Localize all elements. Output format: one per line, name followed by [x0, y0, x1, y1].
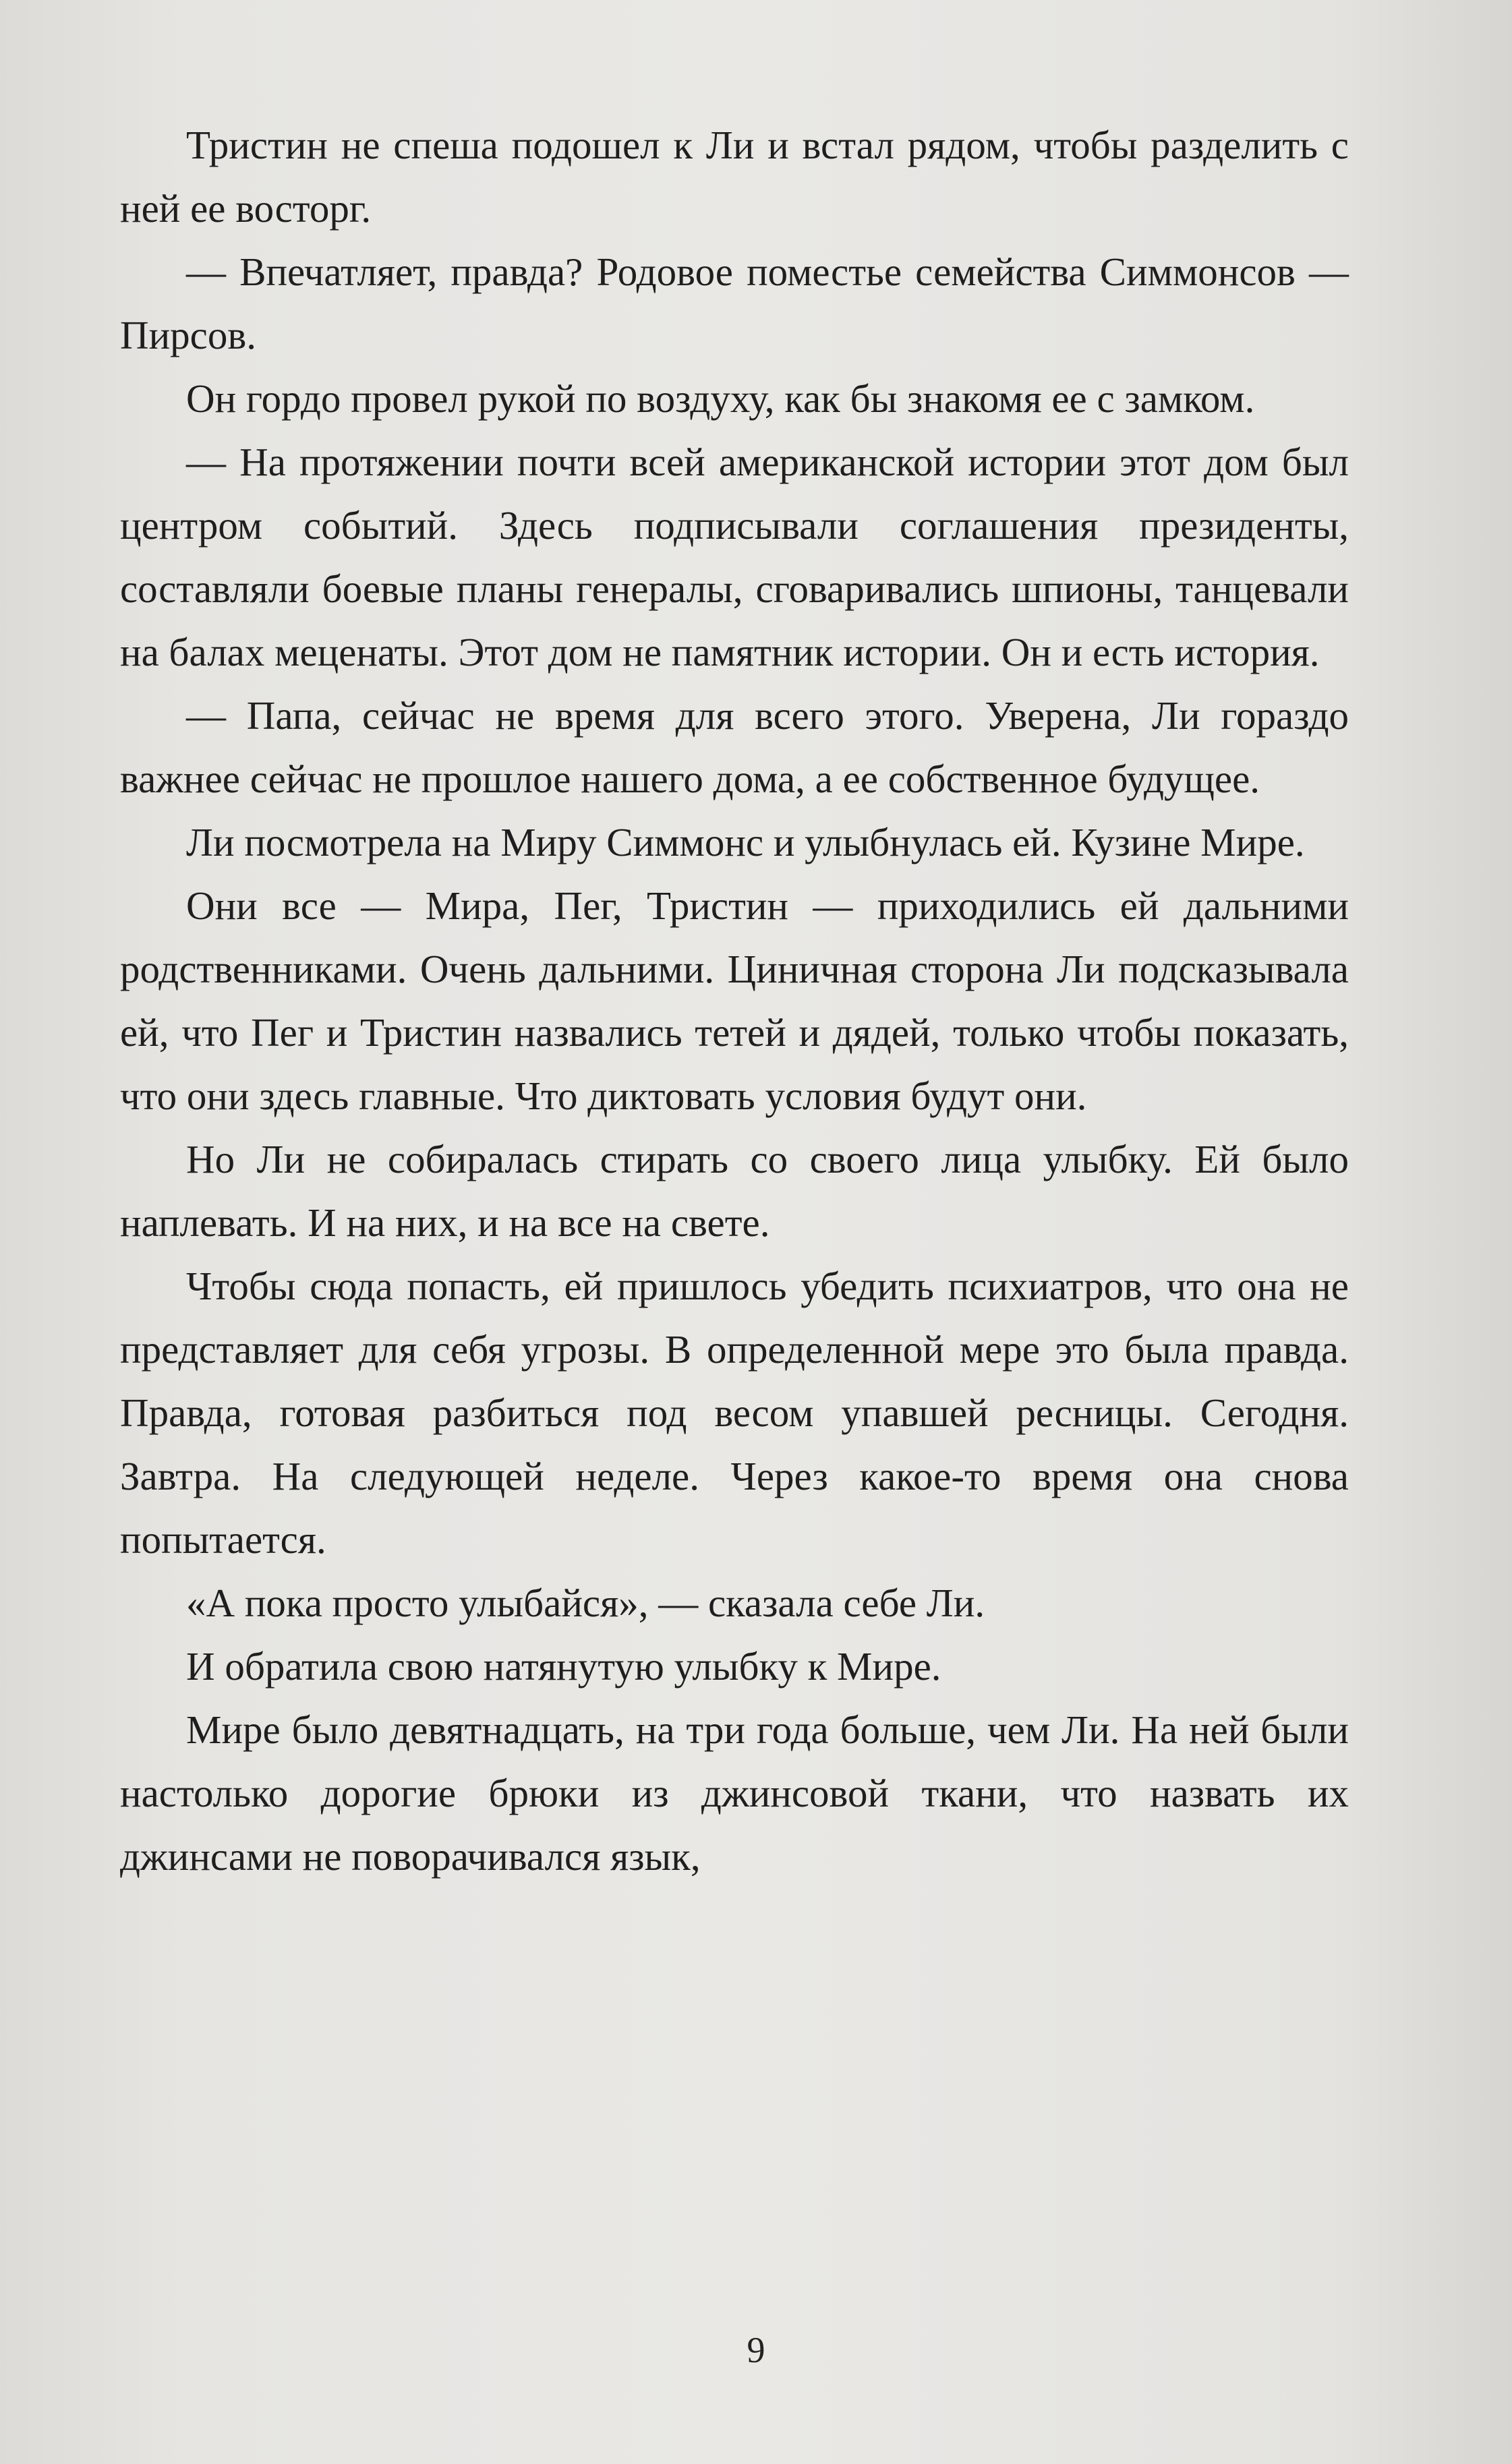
body-text [120, 113, 1349, 1888]
paragraph-12: Мире было девятнадцать, на три года больше, чем Ли. На ней были настолько дорогие брюки из джинсовой ткани, что назвать их джинсами не поворачивался язык, [120, 1707, 1349, 1879]
paragraph-6: Ли посмотрела на Миру Симмонс и улыбнулась ей. Кузине Мире. [186, 820, 1305, 864]
paragraph-7: Они все — Мира, Пег, Тристин — приходились ей дальними родственниками. Очень дальними. Циничная сторона Ли подсказывала ей, что Пег и Тристин назвались тетей и дядей, только чтобы показать, что они здесь главные. Что диктовать условия будут они. [120, 883, 1349, 1118]
paragraph-3: Он гордо провел рукой по воздуху, как бы знакомя ее с замком. [186, 376, 1255, 421]
paragraph-5: — Папа, сейчас не время для всего этого. Уверена, Ли гораздо важнее сейчас не прошлое нашего дома, а ее собственное будущее. [120, 693, 1349, 801]
paragraph-8: Но Ли не собиралась стирать со своего лица улыбку. Ей было наплевать. И на них, и на все на свете. [120, 1137, 1349, 1245]
paragraph-2: — Впечатляет, правда? Родовое поместье семейства Симмонсов — Пирсов. [120, 250, 1349, 357]
paragraph-4: — На протяжении почти всей американской истории этот дом был центром событий. Здесь подписывали соглашения президенты, составляли боевые планы генералы, сговаривались шпионы, танцевали на балах меценаты. Этот дом не памятник истории. Он и есть история. [120, 440, 1349, 674]
paragraph-10: «А пока просто улыбайся», — сказала себе Ли. [186, 1581, 985, 1625]
paragraph-1: Тристин не спеша подошел к Ли и встал рядом, чтобы разделить с ней ее восторг. [120, 123, 1349, 231]
paragraph-11: И обратила свою натянутую улыбку к Мире. [186, 1644, 941, 1689]
page-number: 9 [747, 2330, 765, 2370]
paragraph-9: Чтобы сюда попасть, ей пришлось убедить психиатров, что она не представляет для себя угрозы. В определенной мере это была правда. Правда, готовая разбиться под весом упавшей ресницы. Сегодня. Завтра. На следующей неделе. Через какое-то время она снова попытается. [120, 1264, 1349, 1562]
